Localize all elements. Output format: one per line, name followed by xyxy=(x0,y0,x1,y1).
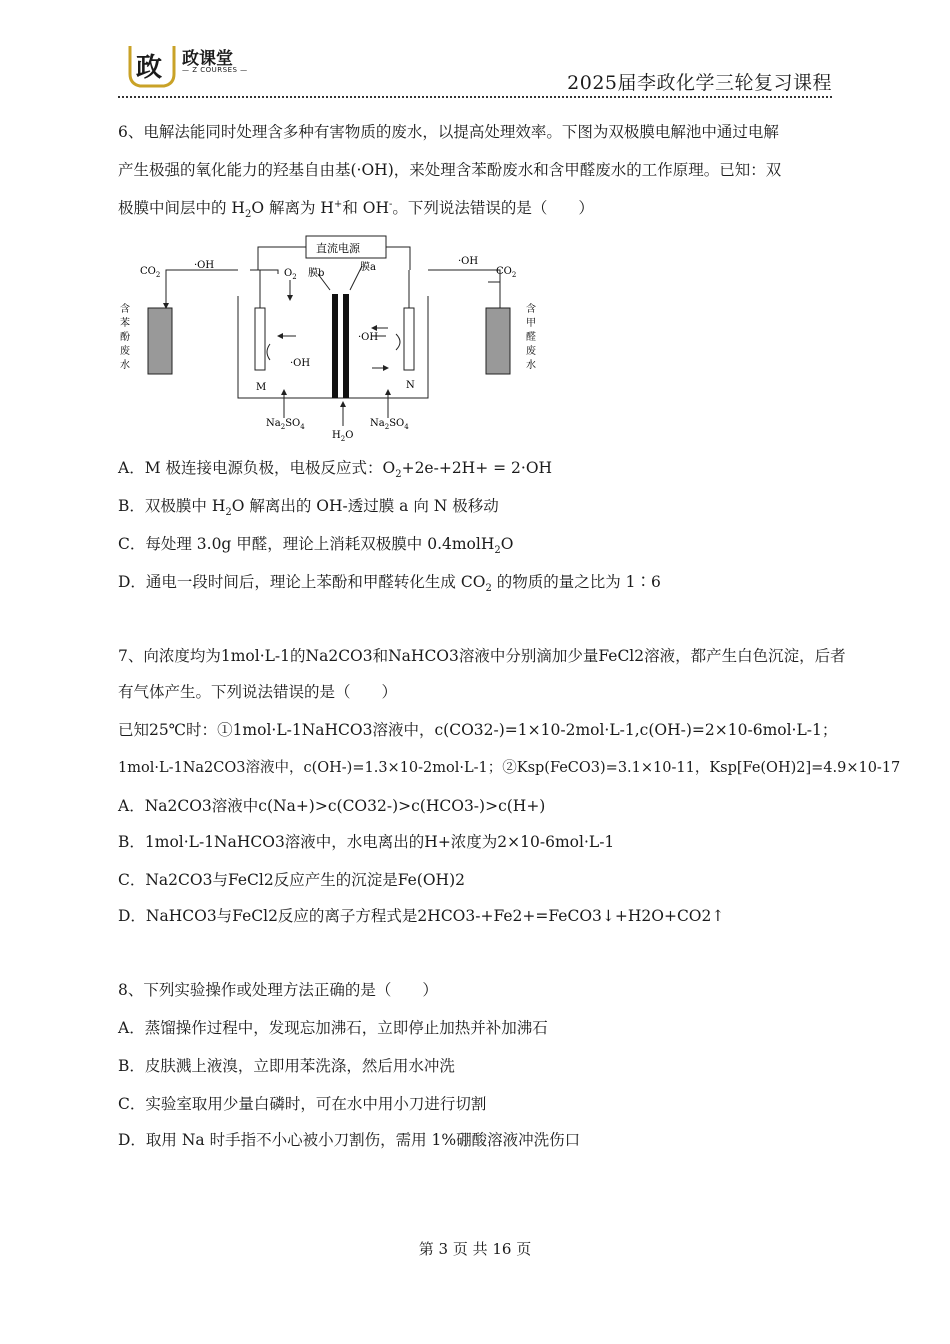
q7-known-line2: 1mol·L-1Na2CO3溶液中，c(OH-)=1.3×10-2mol·L-1；②Ksp(FeCO3)=3.1×10-11，Ksp[Fe(OH)2]=4.9×10-17 xyxy=(118,760,901,776)
q6-option-a: A．M 极连接电源负极，电极反应式：$O_2+2e-+2H+ = 2\cdot OH$ xyxy=(118,459,553,481)
q8-option-a: A．蒸馏操作过程中，发现忘加沸石，立即停止加热并补加沸石 xyxy=(118,1019,548,1037)
header-divider xyxy=(118,96,832,98)
q6-option-b: B．双极膜中 $H_2O$ 解离出的 OH-透过膜 a 向 N 极移动 xyxy=(118,497,499,519)
left-tank-label xyxy=(120,302,130,371)
q8-stem: 8、下列实验操作或处理方法正确的是（ ） xyxy=(118,981,438,999)
q6-stem-line3: 极膜中间层中的 $H_2O$ 解离为 H+和 OH-。下列说法错误的是（ ） xyxy=(118,198,594,221)
svg-text:废: 废 xyxy=(120,346,130,357)
na2so4-left-label: $Na_2SO_4$ xyxy=(266,418,305,431)
q7-option-c: C．Na2CO3与FeCl2反应产生的沉淀是Fe(OH)2 xyxy=(118,871,465,889)
co2-left-label: $CO_2$ xyxy=(140,266,161,279)
q6-option-c: C．每处理 3.0g 甲醛，理论上消耗双极膜中 0.4molH$_2$O xyxy=(118,535,514,557)
na2so4-right-label: $Na_2SO_4$ xyxy=(370,418,409,431)
oh-inner-left-label: ·OH xyxy=(290,358,311,369)
svg-text:酚: 酚 xyxy=(120,332,130,343)
oh-left-label: ·OH xyxy=(194,260,215,271)
q7-option-b: B．1mol·L-1NaHCO3溶液中，水电离出的H+浓度为2×10-6mol·L-1 xyxy=(118,833,615,851)
electrolysis-diagram xyxy=(118,230,558,449)
oh-right-label: ·OH xyxy=(458,256,479,267)
o2-label: $O_2$ xyxy=(284,268,297,281)
q6-option-d: D．通电一段时间后，理论上苯酚和甲醛转化生成 $CO_2$ 的物质的量之比为 1∶6 xyxy=(118,573,661,595)
membrane-a-label: 膜a xyxy=(360,262,376,273)
svg-text:含: 含 xyxy=(120,304,130,315)
q8-option-b: B．皮肤溅上液溴，立即用苯洗涤，然后用水冲洗 xyxy=(118,1057,455,1075)
right-tank-label xyxy=(526,302,536,371)
svg-text:废: 废 xyxy=(526,346,536,357)
electrode-m-label: M xyxy=(256,382,267,393)
svg-text:政: 政 xyxy=(136,53,163,83)
q7-option-d: D．NaHCO3与FeCl2反应的离子方程式是2HCO3-+Fe2+=FeCO3↓+H2O+CO2↑ xyxy=(118,907,725,925)
svg-text:含: 含 xyxy=(526,304,536,315)
svg-text:甲: 甲 xyxy=(526,318,536,329)
header-title: 2025届李政化学三轮复习课程 xyxy=(567,72,832,94)
page-number: 第 3 页 共 16 页 xyxy=(418,1240,532,1258)
q6-stem-line2: 产生极强的氧化能力的羟基自由基(·OH)，来处理含苯酚废水和含甲醛废水的工作原理。已知：双 xyxy=(118,161,782,179)
membrane-b-label: 膜b xyxy=(308,268,325,279)
h2o-label: $H_2O$ xyxy=(332,430,354,443)
q7-known-line1: 已知25℃时：①1mol·L-1NaHCO3溶液中，c(CO32-)=1×10-2mol·L-1,c(OH-)=2×10-6mol·L-1； xyxy=(118,721,838,739)
q7-option-a: A．Na2CO3溶液中c(Na+)>c(CO32-)>c(HCO3-)>c(H+) xyxy=(118,797,546,815)
power-label: 直流电源 xyxy=(316,242,360,255)
svg-text:水: 水 xyxy=(526,360,536,371)
q8-option-c: C．实验室取用少量白磷时，可在水中用小刀进行切割 xyxy=(118,1095,487,1113)
electrode-n-label: N xyxy=(406,380,415,391)
logo-text: 政课堂 xyxy=(182,49,233,69)
q7-stem-line2: 有气体产生。下列说法错误的是（ ） xyxy=(118,683,398,701)
logo-subtext: — Z COURSES — xyxy=(182,66,248,74)
q7-stem-line1: 7、向浓度均为1mol·L-1的Na2CO3和NaHCO3溶液中分别滴加少量FeCl2溶液，都产生白色沉淀，后者 xyxy=(118,647,846,665)
svg-text:水: 水 xyxy=(120,360,130,371)
q6-stem-line1: 6、电解法能同时处理含多种有害物质的废水，以提高处理效率。下图为双极膜电解池中通过电解 xyxy=(118,123,779,141)
svg-text:醛: 醛 xyxy=(526,332,536,343)
q8-option-d: D．取用 Na 时手指不小心被小刀割伤，需用 1%硼酸溶液冲洗伤口 xyxy=(118,1131,581,1149)
svg-text:苯: 苯 xyxy=(120,318,130,329)
co2-right-label: $CO_2$ xyxy=(496,266,517,279)
oh-inner-right-label: ·OH xyxy=(358,332,379,343)
